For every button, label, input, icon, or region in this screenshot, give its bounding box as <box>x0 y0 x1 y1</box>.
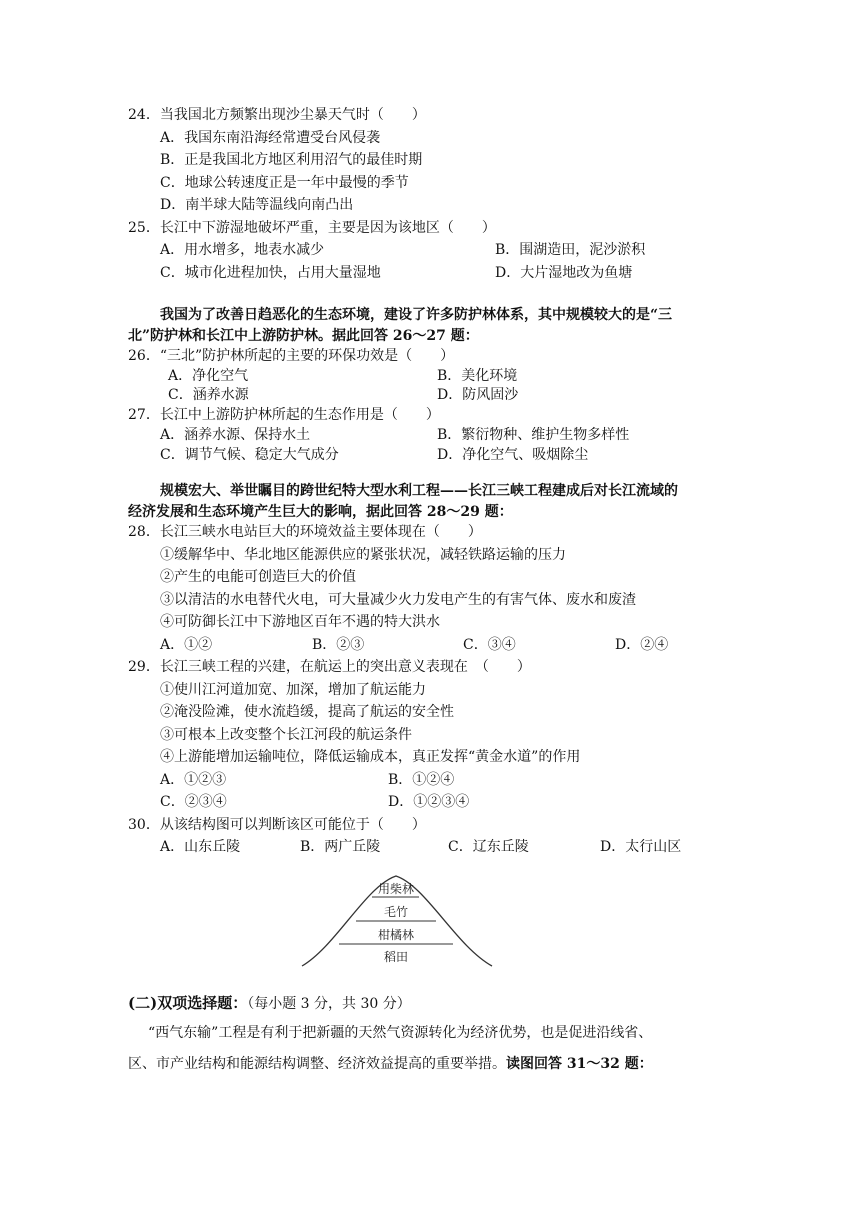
q30-option-a: A．山东丘陵 <box>160 839 241 855</box>
q25-option-c: C．城市化进程加快，占用大量湿地 <box>160 265 381 281</box>
q25-stem: 25．长江中下游湿地破坏严重，主要是因为该地区（ ） <box>128 220 496 236</box>
q28-option-b: B．②③ <box>312 637 365 653</box>
section2-intro-line1: “西气东输”工程是有利于把新疆的天然气资源转化为经济优势，也是促进沿线省、 <box>148 1025 653 1041</box>
q24-option-d: D．南半球大陆等温线向南凸出 <box>160 197 354 213</box>
q29-statement-4: ④上游能增加运输吨位，降低运输成本，真正发挥“黄金水道”的作用 <box>160 749 581 765</box>
q27-option-c: C．调节气候、稳定大气成分 <box>160 447 339 463</box>
q28-option-c: C．③④ <box>463 637 516 653</box>
q27-option-b: B．繁衍物种、维护生物多样性 <box>437 427 630 443</box>
q30-option-b: B．两广丘陵 <box>300 839 381 855</box>
q29-option-a: A．①②③ <box>160 772 227 788</box>
q25-option-a: A．用水增多，地表水减少 <box>160 242 325 258</box>
q26-stem: 26．“三北”防护林所起的主要的环保功效是（ ） <box>128 348 455 364</box>
q26-option-c: C．涵养水源 <box>168 387 249 403</box>
q26-option-a: A．净化空气 <box>168 368 249 384</box>
zone-label-3: 柑橘林 <box>377 928 415 942</box>
q28-option-a: A．①② <box>160 637 213 653</box>
q29-statement-1: ①使川江河道加宽、加深，增加了航运能力 <box>160 682 426 698</box>
q30-option-d: D．太行山区 <box>600 839 682 855</box>
q26-option-b: B．美化环境 <box>437 368 518 384</box>
passage1-line2: 北”防护林和长江中上游防护林。据此回答 26～27 题： <box>128 328 479 344</box>
zone-label-2: 毛竹 <box>383 905 409 919</box>
section2-title: (二)双项选择题： <box>128 994 248 1012</box>
passage2-line2: 经济发展和生态环境产生巨大的影响，据此回答 28～29 题： <box>128 504 513 520</box>
q25-option-d: D．大片湿地改为鱼塘 <box>495 265 633 281</box>
section2-header <box>128 993 411 1014</box>
q27-stem: 27．长江中上游防护林所起的生态作用是（ ） <box>128 407 440 423</box>
q25-option-b: B．围湖造田，泥沙淤积 <box>495 242 646 258</box>
q30-stem: 30．从该结构图可以判断该区可能位于（ ） <box>128 817 426 833</box>
q30-option-c: C．辽东丘陵 <box>448 839 529 855</box>
section2-intro-instruction: 读图回答 31～32 题： <box>506 1056 653 1072</box>
q24-option-b: B．正是我国北方地区利用沼气的最佳时期 <box>160 152 423 168</box>
q29-option-c: C．②③④ <box>160 794 227 810</box>
q24-option-a: A．我国东南沿海经常遭受台风侵袭 <box>160 130 381 146</box>
section2-note: （每小题 3 分，共 30 分） <box>247 996 411 1012</box>
q26-option-d: D．防风固沙 <box>437 387 519 403</box>
section2-intro-line2 <box>128 1054 653 1074</box>
q28-statement-3: ③以清洁的水电替代火电，可大量减少火力发电产生的有害气体、废水和废渣 <box>160 592 636 608</box>
q29-statement-2: ②淹没险滩，使水流趋缓，提高了航运的安全性 <box>160 704 454 720</box>
q29-statement-3: ③可根本上改变整个长江河段的航运条件 <box>160 727 412 743</box>
q27-option-a: A．涵养水源、保持水土 <box>160 427 311 443</box>
passage1-line1: 我国为了改善日趋恶化的生态环境，建设了许多防护林体系，其中规模较大的是“三 <box>160 307 673 323</box>
q27-option-d: D．净化空气、吸烟除尘 <box>437 447 589 463</box>
q24-stem: 24．当我国北方频繁出现沙尘暴天气时（ ） <box>128 107 426 123</box>
zone-label-4: 稻田 <box>383 950 409 964</box>
passage2-line1: 规模宏大、举世瞩目的跨世纪特大型水利工程——长江三峡工程建成后对长江流域的 <box>160 483 678 499</box>
section2-intro-text: 区、市产业结构和能源结构调整、经济效益提高的重要举措。 <box>128 1056 506 1072</box>
q28-option-d: D．②④ <box>615 637 669 653</box>
q28-statement-4: ④可防御长江中下游地区百年不遇的特大洪水 <box>160 614 440 630</box>
q28-statement-2: ②产生的电能可创造巨大的价值 <box>160 569 356 585</box>
q29-option-d: D．①②③④ <box>388 794 470 810</box>
q28-statement-1: ①缓解华中、华北地区能源供应的紧张状况，减轻铁路运输的压力 <box>160 547 566 563</box>
q29-option-b: B．①②④ <box>388 772 455 788</box>
q29-stem: 29．长江三峡工程的兴建，在航运上的突出意义表现在 （ ） <box>128 659 531 675</box>
q28-stem: 28．长江三峡水电站巨大的环境效益主要体现在（ ） <box>128 524 482 540</box>
zone-label-1: 用柴林 <box>377 882 415 896</box>
vegetation-zone-figure <box>296 866 500 972</box>
q24-option-c: C．地球公转速度正是一年中最慢的季节 <box>160 175 409 191</box>
